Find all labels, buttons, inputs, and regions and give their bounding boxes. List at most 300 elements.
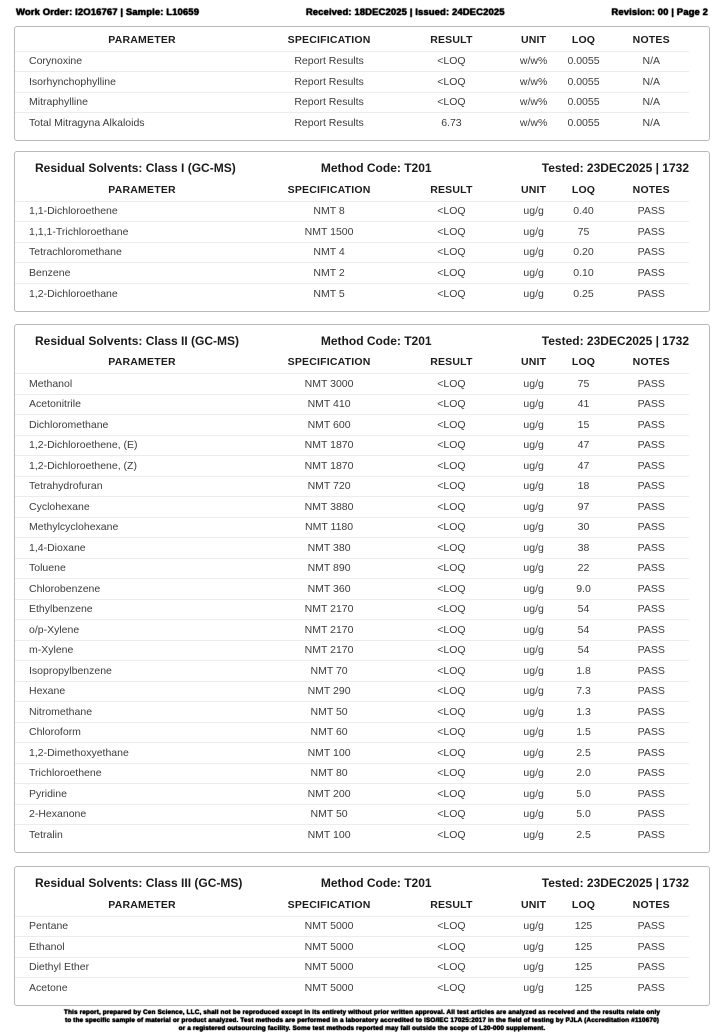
unit-cell: ug/g xyxy=(514,661,554,682)
specification-cell: NMT 5000 xyxy=(269,957,389,978)
column-header-loq: LOQ xyxy=(571,183,596,196)
notes-cell: PASS xyxy=(614,538,690,559)
parameter-cell: Cyclohexane xyxy=(15,497,269,518)
notes-cell: N/A xyxy=(614,51,690,72)
specification-cell: NMT 5000 xyxy=(269,937,389,958)
table-row xyxy=(15,374,689,395)
parameter-cell: 1,1,1-Trichloroethane xyxy=(15,222,269,243)
unit-cell: ug/g xyxy=(514,599,554,620)
loq-cell: 54 xyxy=(554,620,614,641)
result-cell: <LOQ xyxy=(389,435,514,456)
unit-cell: ug/g xyxy=(514,743,554,764)
specification-cell: NMT 890 xyxy=(269,558,389,579)
result-cell: <LOQ xyxy=(389,456,514,477)
table-row xyxy=(15,743,689,764)
notes-cell: PASS xyxy=(614,620,690,641)
column-header-loq: LOQ xyxy=(571,898,596,911)
class2-solvents-section xyxy=(14,324,710,854)
loq-cell: 22 xyxy=(554,558,614,579)
parameter-cell: Dichloromethane xyxy=(15,415,269,436)
table-row xyxy=(15,51,689,72)
specification-cell: NMT 1180 xyxy=(269,517,389,538)
parameter-cell: Methanol xyxy=(15,374,269,395)
loq-cell: 30 xyxy=(554,517,614,538)
table-row xyxy=(15,517,689,538)
specification-cell: NMT 5 xyxy=(269,283,389,304)
column-header-specification: SPECIFICATION xyxy=(287,183,371,196)
column-header-parameter: PARAMETER xyxy=(108,356,176,369)
notes-cell: PASS xyxy=(614,201,690,222)
result-cell: <LOQ xyxy=(389,242,514,263)
loq-cell: 1.3 xyxy=(554,702,614,723)
notes-cell: PASS xyxy=(614,763,690,784)
column-header-row xyxy=(15,179,689,201)
result-cell: <LOQ xyxy=(389,640,514,661)
loq-cell: 18 xyxy=(554,476,614,497)
specification-cell: Report Results xyxy=(269,113,389,134)
specification-cell: NMT 410 xyxy=(269,394,389,415)
specification-cell: NMT 290 xyxy=(269,681,389,702)
result-cell: <LOQ xyxy=(389,763,514,784)
section-title: Residual Solvents: Class I (GC-MS) xyxy=(35,161,236,175)
notes-cell: PASS xyxy=(614,242,690,263)
parameter-cell: Toluene xyxy=(15,558,269,579)
tested-timestamp-label: Tested: 23DEC2025 | 1732 xyxy=(541,876,689,890)
table-row xyxy=(15,538,689,559)
loq-cell: 125 xyxy=(554,937,614,958)
table-row xyxy=(15,599,689,620)
table-row xyxy=(15,661,689,682)
table-row xyxy=(15,784,689,805)
unit-cell: ug/g xyxy=(514,222,554,243)
section-title: Residual Solvents: Class II (GC-MS) xyxy=(35,333,240,348)
method-code-label: Method Code: T201 xyxy=(320,876,432,890)
table-row xyxy=(15,476,689,497)
column-header-loq: LOQ xyxy=(571,33,596,46)
parameter-cell: 1,2-Dichloroethene, (Z) xyxy=(15,456,269,477)
loq-cell: 2.5 xyxy=(554,825,614,846)
notes-cell: PASS xyxy=(614,784,690,805)
unit-cell: w/w% xyxy=(514,51,554,72)
unit-cell: w/w% xyxy=(514,72,554,93)
table-row xyxy=(15,722,689,743)
section-header xyxy=(15,325,689,350)
table-row xyxy=(15,92,689,113)
specification-cell: NMT 1870 xyxy=(269,435,389,456)
loq-cell: 0.0055 xyxy=(554,92,614,113)
specification-cell: NMT 100 xyxy=(269,825,389,846)
table-row xyxy=(15,681,689,702)
notes-cell: PASS xyxy=(614,978,690,999)
unit-cell: ug/g xyxy=(514,804,554,825)
table-row xyxy=(15,702,689,723)
specification-cell: NMT 2170 xyxy=(269,620,389,641)
result-cell: <LOQ xyxy=(389,283,514,304)
parameter-cell: Isorhynchophylline xyxy=(15,72,269,93)
table-row xyxy=(15,640,689,661)
result-cell: <LOQ xyxy=(389,620,514,641)
loq-cell: 0.0055 xyxy=(554,113,614,134)
parameter-cell: Benzene xyxy=(15,263,269,284)
specification-cell: NMT 720 xyxy=(269,476,389,497)
notes-cell: PASS xyxy=(614,415,690,436)
specification-cell: NMT 80 xyxy=(269,763,389,784)
notes-cell: PASS xyxy=(614,681,690,702)
loq-cell: 75 xyxy=(554,222,614,243)
notes-cell: PASS xyxy=(614,374,690,395)
specification-cell: NMT 1870 xyxy=(269,456,389,477)
loq-cell: 0.40 xyxy=(554,201,614,222)
table-row xyxy=(15,558,689,579)
notes-cell: PASS xyxy=(614,558,690,579)
class2-results-table xyxy=(15,352,689,846)
column-header-loq: LOQ xyxy=(571,356,596,369)
parameter-cell: Trichloroethene xyxy=(15,763,269,784)
notes-cell: PASS xyxy=(614,517,690,538)
alkaloids-results-section xyxy=(14,26,710,141)
method-code-label: Method Code: T201 xyxy=(320,161,432,175)
unit-cell: ug/g xyxy=(514,283,554,304)
unit-cell: ug/g xyxy=(514,497,554,518)
notes-cell: PASS xyxy=(614,283,690,304)
loq-cell: 97 xyxy=(554,497,614,518)
result-cell: <LOQ xyxy=(389,201,514,222)
loq-cell: 125 xyxy=(554,978,614,999)
unit-cell: ug/g xyxy=(514,558,554,579)
column-header-row xyxy=(15,29,689,51)
parameter-cell: Pyridine xyxy=(15,784,269,805)
loq-cell: 54 xyxy=(554,599,614,620)
specification-cell: NMT 4 xyxy=(269,242,389,263)
result-cell: <LOQ xyxy=(389,72,514,93)
tested-timestamp-label: Tested: 23DEC2025 | 1732 xyxy=(541,161,689,175)
result-cell: <LOQ xyxy=(389,374,514,395)
table-row xyxy=(15,825,689,846)
unit-cell: ug/g xyxy=(514,640,554,661)
unit-cell: ug/g xyxy=(514,702,554,723)
notes-cell: PASS xyxy=(614,394,690,415)
loq-cell: 54 xyxy=(554,640,614,661)
unit-cell: ug/g xyxy=(514,722,554,743)
table-row xyxy=(15,957,689,978)
loq-cell: 2.0 xyxy=(554,763,614,784)
specification-cell: NMT 100 xyxy=(269,743,389,764)
loq-cell: 15 xyxy=(554,415,614,436)
notes-cell: PASS xyxy=(614,661,690,682)
notes-cell: N/A xyxy=(614,113,690,134)
loq-cell: 0.10 xyxy=(554,263,614,284)
loq-cell: 47 xyxy=(554,435,614,456)
parameter-cell: Diethyl Ether xyxy=(15,957,269,978)
result-cell: <LOQ xyxy=(389,825,514,846)
method-code-label: Method Code: T201 xyxy=(320,333,432,348)
unit-cell: ug/g xyxy=(514,784,554,805)
column-header-notes: NOTES xyxy=(632,898,670,911)
notes-cell: PASS xyxy=(614,916,690,937)
unit-cell: ug/g xyxy=(514,242,554,263)
unit-cell: ug/g xyxy=(514,476,554,497)
table-row xyxy=(15,916,689,937)
specification-cell: NMT 2170 xyxy=(269,599,389,620)
column-header-parameter: PARAMETER xyxy=(108,33,176,46)
loq-cell: 41 xyxy=(554,394,614,415)
column-header-notes: NOTES xyxy=(632,356,670,369)
specification-cell: NMT 2170 xyxy=(269,640,389,661)
notes-cell: PASS xyxy=(614,937,690,958)
page-footer-disclaimer xyxy=(0,1009,724,1032)
unit-cell: w/w% xyxy=(514,92,554,113)
result-cell: <LOQ xyxy=(389,394,514,415)
notes-cell: PASS xyxy=(614,599,690,620)
table-row xyxy=(15,435,689,456)
specification-cell: NMT 50 xyxy=(269,804,389,825)
unit-cell: ug/g xyxy=(514,916,554,937)
specification-cell: NMT 360 xyxy=(269,579,389,600)
revision-page-label: Revision: 00 | Page 2 xyxy=(611,7,708,18)
result-cell: 6.73 xyxy=(389,113,514,134)
notes-cell: PASS xyxy=(614,640,690,661)
parameter-cell: o/p-Xylene xyxy=(15,620,269,641)
notes-cell: N/A xyxy=(614,72,690,93)
parameter-cell: 1,2-Dichloroethane xyxy=(15,283,269,304)
parameter-cell: Nitromethane xyxy=(15,702,269,723)
parameter-cell: Acetone xyxy=(15,978,269,999)
unit-cell: ug/g xyxy=(514,374,554,395)
parameter-cell: Isopropylbenzene xyxy=(15,661,269,682)
table-row xyxy=(15,283,689,304)
class1-solvents-section xyxy=(14,151,710,312)
unit-cell: ug/g xyxy=(514,456,554,477)
parameter-cell: 1,2-Dimethoxyethane xyxy=(15,743,269,764)
parameter-cell: Corynoxine xyxy=(15,51,269,72)
notes-cell: PASS xyxy=(614,222,690,243)
unit-cell: ug/g xyxy=(514,978,554,999)
column-header-specification: SPECIFICATION xyxy=(287,898,371,911)
specification-cell: Report Results xyxy=(269,72,389,93)
loq-cell: 5.0 xyxy=(554,784,614,805)
loq-cell: 0.0055 xyxy=(554,72,614,93)
received-issued-label: Received: 18DEC2025 | Issued: 24DEC2025 xyxy=(305,7,505,18)
loq-cell: 38 xyxy=(554,538,614,559)
table-row xyxy=(15,456,689,477)
parameter-cell: Acetonitrile xyxy=(15,394,269,415)
notes-cell: PASS xyxy=(614,957,690,978)
parameter-cell: Methylcyclohexane xyxy=(15,517,269,538)
parameter-cell: 1,2-Dichloroethene, (E) xyxy=(15,435,269,456)
column-header-specification: SPECIFICATION xyxy=(287,33,371,46)
unit-cell: ug/g xyxy=(514,201,554,222)
result-cell: <LOQ xyxy=(389,538,514,559)
table-row xyxy=(15,804,689,825)
loq-cell: 2.5 xyxy=(554,743,614,764)
result-cell: <LOQ xyxy=(389,916,514,937)
result-cell: <LOQ xyxy=(389,92,514,113)
table-row xyxy=(15,201,689,222)
table-row xyxy=(15,937,689,958)
specification-cell: Report Results xyxy=(269,92,389,113)
specification-cell: NMT 2 xyxy=(269,263,389,284)
specification-cell: NMT 5000 xyxy=(269,916,389,937)
column-header-unit: UNIT xyxy=(520,356,547,369)
column-header-result: RESULT xyxy=(430,183,473,196)
parameter-cell: Tetrahydrofuran xyxy=(15,476,269,497)
specification-cell: NMT 1500 xyxy=(269,222,389,243)
parameter-cell: 1,4-Dioxane xyxy=(15,538,269,559)
parameter-cell: Tetralin xyxy=(15,825,269,846)
result-cell: <LOQ xyxy=(389,743,514,764)
notes-cell: PASS xyxy=(614,456,690,477)
parameter-cell: 1,1-Dichloroethene xyxy=(15,201,269,222)
specification-cell: NMT 380 xyxy=(269,538,389,559)
notes-cell: PASS xyxy=(614,263,690,284)
column-header-unit: UNIT xyxy=(520,183,547,196)
work-order-sample-label: Work Order: I2O16767 | Sample: L10659 xyxy=(16,7,200,18)
result-cell: <LOQ xyxy=(389,517,514,538)
disclaimer-line: to the specific sample of material or product analyzed. Test methods are performed in a laboratory accredited to ISO/IEC 17025:2017 in the field of testing by PJLA (Accreditation #110670) xyxy=(64,1016,660,1024)
column-header-parameter: PARAMETER xyxy=(108,183,176,196)
notes-cell: PASS xyxy=(614,579,690,600)
result-cell: <LOQ xyxy=(389,978,514,999)
column-header-result: RESULT xyxy=(430,898,473,911)
loq-cell: 125 xyxy=(554,957,614,978)
table-row xyxy=(15,394,689,415)
result-cell: <LOQ xyxy=(389,51,514,72)
notes-cell: PASS xyxy=(614,476,690,497)
class3-solvents-section xyxy=(14,866,710,1006)
parameter-cell: Pentane xyxy=(15,916,269,937)
notes-cell: PASS xyxy=(614,804,690,825)
loq-cell: 125 xyxy=(554,916,614,937)
result-cell: <LOQ xyxy=(389,937,514,958)
result-cell: <LOQ xyxy=(389,579,514,600)
table-row xyxy=(15,978,689,999)
loq-cell: 0.20 xyxy=(554,242,614,263)
specification-cell: Report Results xyxy=(269,51,389,72)
specification-cell: NMT 200 xyxy=(269,784,389,805)
parameter-cell: Total Mitragyna Alkaloids xyxy=(15,113,269,134)
disclaimer-line: or a registered outsourcing facility. Some test methods reported may fall outside the scope of L20-000 supplement. xyxy=(178,1024,546,1032)
result-cell: <LOQ xyxy=(389,222,514,243)
column-header-row xyxy=(15,352,689,374)
alkaloids-results-table xyxy=(15,29,689,133)
unit-cell: w/w% xyxy=(514,113,554,134)
column-header-result: RESULT xyxy=(430,33,473,46)
specification-cell: NMT 60 xyxy=(269,722,389,743)
table-row xyxy=(15,620,689,641)
specification-cell: NMT 3000 xyxy=(269,374,389,395)
notes-cell: PASS xyxy=(614,743,690,764)
result-cell: <LOQ xyxy=(389,957,514,978)
result-cell: <LOQ xyxy=(389,722,514,743)
unit-cell: ug/g xyxy=(514,415,554,436)
unit-cell: ug/g xyxy=(514,579,554,600)
result-cell: <LOQ xyxy=(389,558,514,579)
parameter-cell: Ethanol xyxy=(15,937,269,958)
column-header-notes: NOTES xyxy=(632,183,670,196)
specification-cell: NMT 50 xyxy=(269,702,389,723)
result-cell: <LOQ xyxy=(389,702,514,723)
table-row xyxy=(15,763,689,784)
disclaimer-line: This report, prepared by Cen Science, LLC, shall not be reproduced except in its entirety without prior written approval. All test articles are analyzed as received and the results relate only xyxy=(63,1009,661,1016)
specification-cell: NMT 5000 xyxy=(269,978,389,999)
table-row xyxy=(15,113,689,134)
unit-cell: ug/g xyxy=(514,538,554,559)
parameter-cell: Chlorobenzene xyxy=(15,579,269,600)
unit-cell: ug/g xyxy=(514,825,554,846)
result-cell: <LOQ xyxy=(389,476,514,497)
loq-cell: 75 xyxy=(554,374,614,395)
notes-cell: PASS xyxy=(614,825,690,846)
table-row xyxy=(15,497,689,518)
table-row xyxy=(15,222,689,243)
result-cell: <LOQ xyxy=(389,784,514,805)
result-cell: <LOQ xyxy=(389,599,514,620)
unit-cell: ug/g xyxy=(514,681,554,702)
parameter-cell: 2-Hexanone xyxy=(15,804,269,825)
column-header-row xyxy=(15,894,689,916)
unit-cell: ug/g xyxy=(514,435,554,456)
specification-cell: NMT 3880 xyxy=(269,497,389,518)
parameter-cell: Tetrachloromethane xyxy=(15,242,269,263)
section-title: Residual Solvents: Class III (GC-MS) xyxy=(35,876,243,890)
loq-cell: 7.3 xyxy=(554,681,614,702)
result-cell: <LOQ xyxy=(389,681,514,702)
result-cell: <LOQ xyxy=(389,804,514,825)
section-header xyxy=(15,867,689,892)
loq-cell: 0.0055 xyxy=(554,51,614,72)
loq-cell: 1.5 xyxy=(554,722,614,743)
table-row xyxy=(15,242,689,263)
loq-cell: 47 xyxy=(554,456,614,477)
specification-cell: NMT 8 xyxy=(269,201,389,222)
column-header-unit: UNIT xyxy=(520,33,547,46)
section-header xyxy=(15,152,689,177)
specification-cell: NMT 70 xyxy=(269,661,389,682)
result-cell: <LOQ xyxy=(389,661,514,682)
loq-cell: 0.25 xyxy=(554,283,614,304)
parameter-cell: Hexane xyxy=(15,681,269,702)
notes-cell: PASS xyxy=(614,497,690,518)
tested-timestamp-label: Tested: 23DEC2025 | 1732 xyxy=(541,333,689,348)
column-header-parameter: PARAMETER xyxy=(108,898,176,911)
result-cell: <LOQ xyxy=(389,497,514,518)
unit-cell: ug/g xyxy=(514,394,554,415)
class3-results-table xyxy=(15,894,689,998)
unit-cell: ug/g xyxy=(514,263,554,284)
column-header-specification: SPECIFICATION xyxy=(287,356,371,369)
unit-cell: ug/g xyxy=(514,517,554,538)
notes-cell: N/A xyxy=(614,92,690,113)
table-row xyxy=(15,579,689,600)
specification-cell: NMT 600 xyxy=(269,415,389,436)
result-cell: <LOQ xyxy=(389,263,514,284)
class1-results-table xyxy=(15,179,689,304)
column-header-result: RESULT xyxy=(430,356,473,369)
unit-cell: ug/g xyxy=(514,937,554,958)
notes-cell: PASS xyxy=(614,722,690,743)
column-header-unit: UNIT xyxy=(520,898,547,911)
notes-cell: PASS xyxy=(614,702,690,723)
unit-cell: ug/g xyxy=(514,957,554,978)
table-row xyxy=(15,415,689,436)
unit-cell: ug/g xyxy=(514,620,554,641)
loq-cell: 5.0 xyxy=(554,804,614,825)
loq-cell: 9.0 xyxy=(554,579,614,600)
loq-cell: 1.8 xyxy=(554,661,614,682)
parameter-cell: Ethylbenzene xyxy=(15,599,269,620)
parameter-cell: Chloroform xyxy=(15,722,269,743)
notes-cell: PASS xyxy=(614,435,690,456)
